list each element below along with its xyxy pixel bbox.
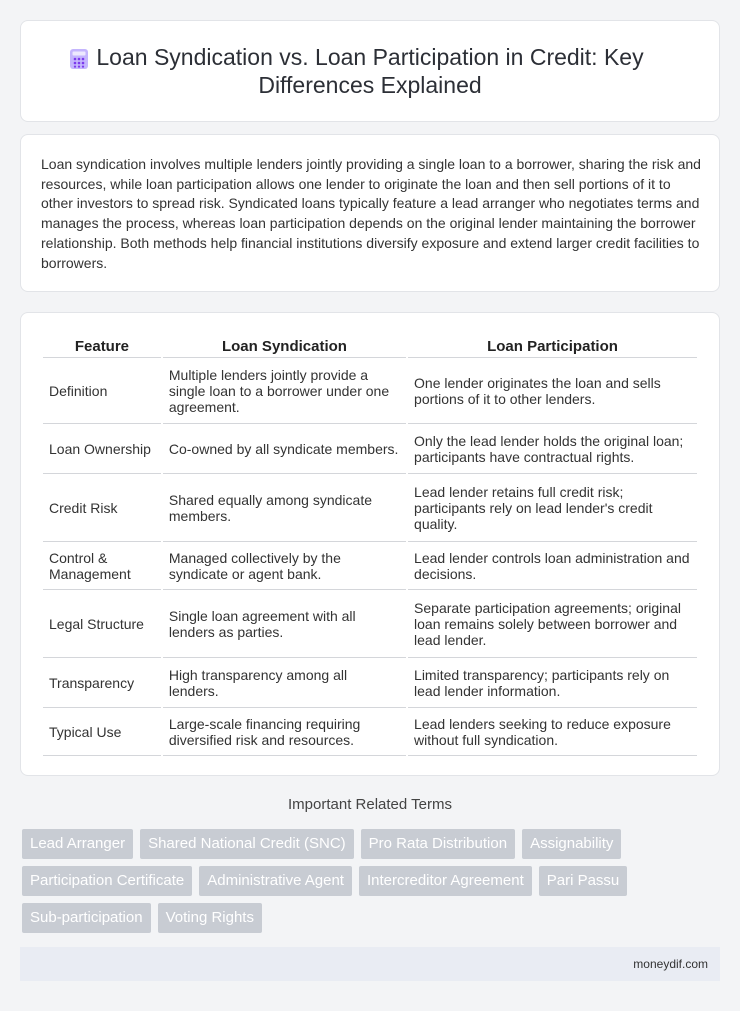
table-row (43, 424, 697, 474)
feature-cell: Transparency (43, 658, 161, 708)
term-tag[interactable]: Sub-participation (22, 903, 151, 933)
header-loan-syndication: Loan Syndication (163, 335, 406, 358)
syndication-cell: Single loan agreement with all lenders as parties. (163, 590, 406, 658)
feature-cell: Loan Ownership (43, 424, 161, 474)
participation-cell: One lender originates the loan and sells portions of it to other lenders. (408, 358, 697, 424)
syndication-cell: High transparency among all lenders. (163, 658, 406, 708)
intro-card (20, 134, 720, 292)
participation-cell: Lead lenders seeking to reduce exposure without full syndication. (408, 708, 697, 756)
syndication-cell: Large-scale financing requiring diversified risk and resources. (163, 708, 406, 756)
intro-paragraph: Loan syndication involves multiple lenders jointly providing a single loan to a borrower, sharing the risk and resources, while loan participation allows one lender to originate the loan and then sell portions of it to other investors to spread risk. Syndicated loans typically feature a lead arranger who negotiates terms and manages the process, whereas loan participation depends on the original lender maintaining the borrower relationship. Both methods help financial institutions diversify exposure and extend larger credit facilities to borrowers. (41, 156, 701, 271)
participation-cell: Lead lender controls loan administration and decisions. (408, 542, 697, 590)
table-row (43, 542, 697, 590)
term-tag[interactable]: Pari Passu (539, 866, 628, 896)
table-row (43, 358, 697, 424)
syndication-cell: Managed collectively by the syndicate or agent bank. (163, 542, 406, 590)
term-tag[interactable]: Intercreditor Agreement (359, 866, 532, 896)
related-terms-list (22, 829, 722, 933)
participation-cell: Only the lead lender holds the original loan; participants have contractual rights. (408, 424, 697, 474)
table-row (43, 708, 697, 756)
feature-cell: Definition (43, 358, 161, 424)
feature-cell: Typical Use (43, 708, 161, 756)
table-row (43, 474, 697, 542)
participation-cell: Limited transparency; participants rely on lead lender information. (408, 658, 697, 708)
related-terms-heading: Important Related Terms (288, 796, 452, 813)
participation-cell: Lead lender retains full credit risk; participants rely on lead lender's credit quality. (408, 474, 697, 542)
page-title: Loan Syndication vs. Loan Participation in Credit: Key Differences Explained (96, 44, 644, 98)
term-tag[interactable]: Participation Certificate (22, 866, 192, 896)
header-loan-participation: Loan Participation (408, 335, 697, 358)
syndication-cell: Co-owned by all syndicate members. (163, 424, 406, 474)
term-tag[interactable]: Shared National Credit (SNC) (140, 829, 354, 859)
header-feature: Feature (43, 335, 161, 358)
table-header-row (43, 335, 697, 358)
footer-site-link[interactable]: moneydif.com (633, 957, 708, 971)
footer (20, 947, 720, 981)
feature-cell: Credit Risk (43, 474, 161, 542)
term-tag[interactable]: Voting Rights (158, 903, 262, 933)
comparison-card (20, 312, 720, 776)
syndication-cell: Shared equally among syndicate members. (163, 474, 406, 542)
table-row (43, 658, 697, 708)
feature-cell: Legal Structure (43, 590, 161, 658)
syndication-cell: Multiple lenders jointly provide a single loan to a borrower under one agreement. (163, 358, 406, 424)
comparison-table (41, 335, 699, 756)
table-row (43, 590, 697, 658)
participation-cell: Separate participation agreements; original loan remains solely between borrower and lead lender. (408, 590, 697, 658)
term-tag[interactable]: Assignability (522, 829, 621, 859)
term-tag[interactable]: Pro Rata Distribution (361, 829, 515, 859)
term-tag[interactable]: Lead Arranger (22, 829, 133, 859)
title-card (20, 20, 720, 122)
feature-cell: Control & Management (43, 542, 161, 590)
term-tag[interactable]: Administrative Agent (199, 866, 352, 896)
